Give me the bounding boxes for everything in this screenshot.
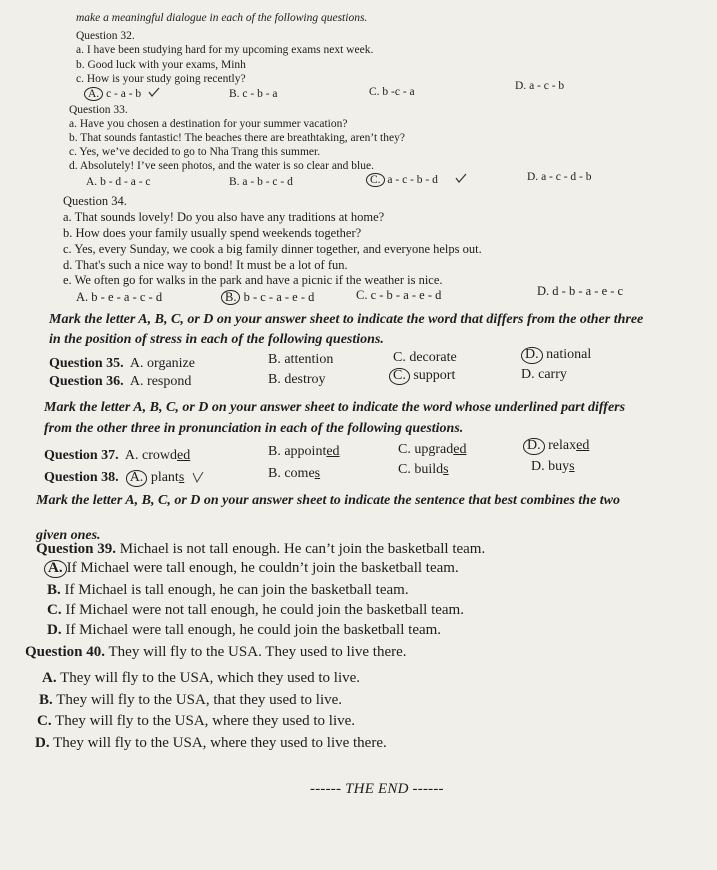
end-marker: ------ THE END ------	[310, 781, 444, 797]
answer-circle: A.	[126, 470, 148, 487]
q33-option-d[interactable]: D. a - c - d - b	[527, 171, 592, 183]
q34-line-d: d. That's such a nice way to bond! It must be a lot of fun.	[63, 258, 348, 272]
q35-option-d[interactable]: D. national	[521, 347, 591, 364]
q36-option-a[interactable]: A. respond	[129, 374, 192, 389]
q33-title: Question 33.	[69, 104, 128, 116]
q34-title: Question 34.	[63, 194, 127, 208]
q32-line-c: c. How is your study going recently?	[76, 73, 246, 85]
pronunciation-instruction-line-1: Mark the letter A, B, C, or D on your answer sheet to indicate the word whose underlined part differs	[44, 400, 626, 415]
q33-option-b[interactable]: B. a - b - c - d	[229, 176, 293, 188]
q35-row: Question 35. A. organize	[49, 356, 195, 371]
q33-option-c[interactable]: C. a - c - b - d	[366, 173, 467, 187]
answer-circle: A.	[44, 560, 67, 578]
q36-row: Question 36. A. respond	[49, 374, 192, 389]
q35-option-b[interactable]: B. attention	[268, 352, 334, 367]
q40-option-a[interactable]: A. They will fly to the USA, which they used to live.	[42, 670, 361, 686]
q33-line-c: c. Yes, we’ve decided to go to Nha Trang this summer.	[69, 146, 321, 158]
q40-stem: Question 40. They will fly to the USA. They used to live there.	[25, 644, 407, 660]
answer-circle: C.	[389, 368, 410, 385]
q38-row: Question 38. A. plants	[44, 470, 204, 487]
combine-instruction-line-1: Mark the letter A, B, C, or D on your answer sheet to indicate the sentence that best combines the two	[36, 493, 621, 508]
q33-option-a[interactable]: A. b - d - a - c	[86, 176, 151, 188]
q32-line-a: a. I have been studying hard for my upcoming exams next week.	[76, 44, 374, 56]
q38-option-d[interactable]: D. buys	[531, 459, 575, 474]
q39-option-c[interactable]: C. If Michael were not tall enough, he could join the basketball team.	[47, 602, 464, 618]
q36-option-b[interactable]: B. destroy	[268, 372, 326, 387]
q38-option-b[interactable]: B. comes	[268, 466, 321, 481]
stress-instruction-line-1: Mark the letter A, B, C, or D on your answer sheet to indicate the word that differs from the other three	[49, 312, 644, 327]
check-mark-icon	[192, 471, 204, 481]
q40-option-d[interactable]: D. They will fly to the USA, where they used to live there.	[35, 735, 387, 751]
q36-option-c[interactable]: C. support	[389, 368, 455, 385]
check-mark-icon	[455, 173, 467, 183]
combine-instruction-line-2: given ones.	[36, 528, 101, 543]
q32-option-d[interactable]: D. a - c - b	[515, 80, 565, 92]
q37-option-d[interactable]: D. relaxed	[523, 438, 589, 455]
answer-circle: A.	[84, 87, 103, 101]
q38-option-a[interactable]: A. plants	[126, 470, 185, 485]
q34-option-a[interactable]: A. b - e - a - c - d	[76, 290, 163, 304]
q34-line-c: c. Yes, every Sunday, we cook a big family dinner together, and everyone helps out.	[63, 242, 482, 256]
q34-line-b: b. How does your family usually spend weekends together?	[63, 226, 362, 240]
q33-line-d: d. Absolutely! I’ve seen photos, and the water is so clear and blue.	[69, 160, 374, 172]
q36-option-d[interactable]: D. carry	[521, 367, 567, 382]
q34-line-e: e. We often go for walks in the park and have a picnic if the weather is nice.	[63, 273, 443, 287]
answer-circle: C.	[366, 173, 385, 187]
q33-line-a: a. Have you chosen a destination for your summer vacation?	[69, 118, 348, 130]
q37-option-b[interactable]: B. appointed	[268, 444, 340, 459]
q37-option-a[interactable]: A. crowded	[124, 448, 191, 463]
q32-line-b: b. Good luck with your exams, Minh	[76, 59, 246, 71]
q39-option-b[interactable]: B. If Michael is tall enough, he can join the basketball team.	[47, 582, 409, 598]
q32-title: Question 32.	[76, 30, 135, 42]
q39-option-d[interactable]: D. If Michael were tall enough, he could join the basketball team.	[47, 622, 442, 638]
check-mark-icon	[148, 87, 160, 97]
q40-option-c[interactable]: C. They will fly to the USA, where they used to live.	[37, 713, 356, 729]
answer-circle: B.	[221, 290, 240, 305]
q33-line-b: b. That sounds fantastic! The beaches there are breathtaking, aren’t they?	[69, 132, 405, 144]
q34-line-a: a. That sounds lovely! Do you also have any traditions at home?	[63, 210, 385, 224]
q32-option-c[interactable]: C. b -c - a	[369, 86, 415, 98]
answer-circle: D.	[521, 347, 543, 364]
stress-instruction-line-2: in the position of stress in each of the following questions.	[49, 332, 384, 347]
q37-row: Question 37. A. crowded	[44, 448, 191, 463]
q34-option-c[interactable]: C. c - b - a - e - d	[356, 288, 442, 302]
q39-stem: Question 39. Michael is not tall enough. He can’t join the basketball team.	[36, 541, 486, 557]
q39-option-a[interactable]: A. If Michael were tall enough, he couldn’t join the basketball team.	[44, 560, 459, 578]
section-intro: make a meaningful dialogue in each of the following questions.	[76, 12, 368, 24]
q34-option-d[interactable]: D. d - b - a - e - c	[537, 284, 624, 298]
q35-option-c[interactable]: C. decorate	[393, 350, 457, 365]
q38-option-c[interactable]: C. builds	[398, 462, 449, 477]
pronunciation-instruction-line-2: from the other three in pronunciation in each of the following questions.	[44, 421, 464, 436]
q40-option-b[interactable]: B. They will fly to the USA, that they used to live.	[39, 692, 343, 708]
q32-option-b[interactable]: B. c - b - a	[229, 88, 278, 100]
q32-option-a[interactable]: A. c - a - b	[84, 87, 160, 101]
q35-option-a[interactable]: A. organize	[129, 356, 195, 371]
q34-option-b[interactable]: B. b - c - a - e - d	[221, 290, 314, 305]
answer-circle: D.	[523, 438, 545, 455]
q37-option-c[interactable]: C. upgraded	[398, 442, 467, 457]
